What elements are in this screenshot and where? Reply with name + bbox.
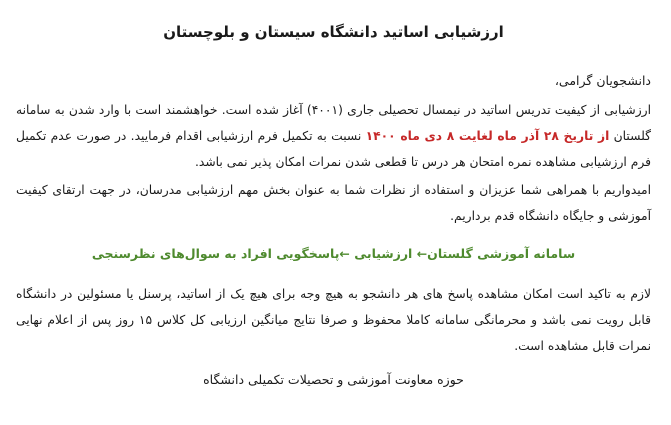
paragraph-evaluation-text-start: ارزشیابی از کیفیت تدریس اساتید در نیمسال تحصیلی جاری (۴۰۰۱) آغاز شده است. خواهشمند است با وارد شدن به سامانه گلستان: [16, 103, 652, 143]
paragraph-confidentiality: لازم به تاکید است امکان مشاهده پاسخ های هر دانشجو به هیچ وجه برای هیچ یک از اساتید، پرسنل یا مسئولین در دانشگاه قابل رویت نمی باشد و محرمانگی سامانه کاملا محفوظ و صرفا نتایج میانگین ارزیابی کل کلاس ۱۵ روز پس از اعلام نهایی نمرات قابل مشاهده است.: [16, 287, 651, 353]
paragraph-evaluation-notice: [16, 90, 651, 175]
greeting: دانشجویان گرامی،: [554, 73, 651, 88]
paragraph-hope: امیدواریم با همراهی شما عزیزان و استفاده از نظرات شما به عنوان بخش مهم ارزشیابی مدرسان، در جهت ارتقای کیفیت آموزشی و جایگاه دانشگاه قدم برداریم.: [16, 183, 651, 223]
navigation-path: سامانه آموزشی گلستان← ارزشیابی ←پاسخگویی افراد به سوال‌های نظرسنجی: [91, 246, 576, 261]
page-title: ارزشیابی اساتید دانشگاه سیستان و بلوچستان: [163, 23, 504, 41]
paragraph-evaluation-text-end: نسبت به تکمیل فرم ارزشیابی اقدام فرمایید. در صورت عدم تکمیل فرم ارزشیابی مشاهده نمره امتحان هر درس تا قطعی شدن نمرات امکان پذیر نمی باشد.: [16, 129, 651, 169]
evaluation-date-range: از تاریخ ۲۸ آذر ماه لغایت ۸ دی ماه ۱۴۰۰: [365, 129, 610, 143]
signature: حوزه معاونت آموزشی و تحصیلات تکمیلی دانشگاه: [203, 372, 464, 387]
